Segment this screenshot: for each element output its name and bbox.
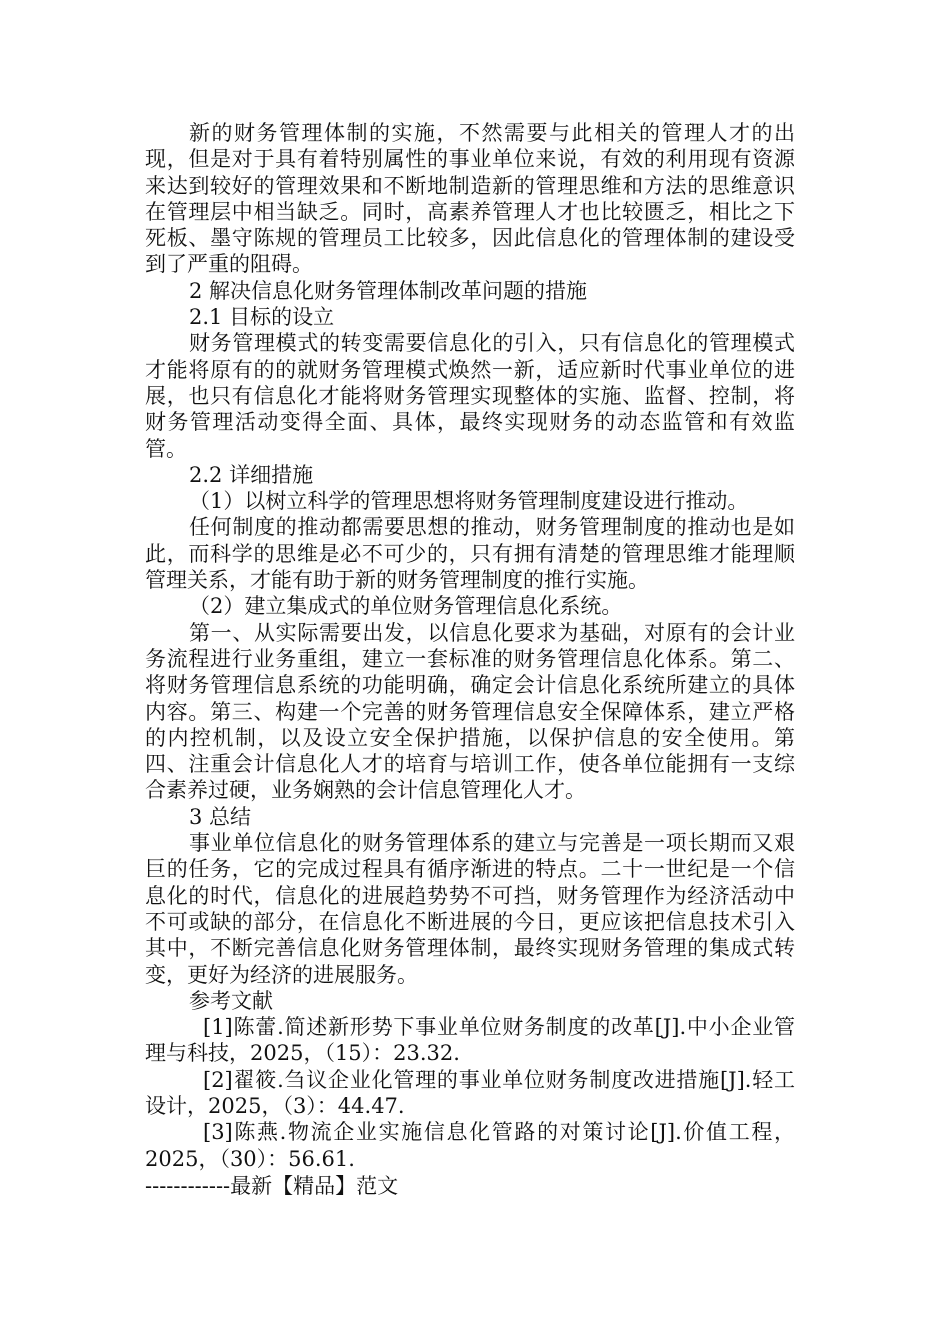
document-body	[145, 120, 795, 1172]
reference-item-2: [2]翟筱.刍议企业化管理的事业单位财务制度改进措施[J].轻工设计，2025，（3）：44.47.	[145, 1067, 795, 1118]
page-footer: ------------最新【精品】范文	[145, 1174, 399, 1198]
subsection-heading-2-1: 2.1 目标的设立	[189, 305, 335, 330]
paragraph-summary: 事业单位信息化的财务管理体系的建立与完善是一项长期而又艰巨的任务，它的完成过程具有循序渐进的特点。二十一世纪是一个信息化的时代，信息化的进展趋势势不可挡，财务管理作为经济活动中不可或缺的部分，在信息化不断进展的今日，更应该把信息技术引入其中，不断完善信息化财务管理体制，最终实现财务管理的集成式转变，更好为经济的进展服务。	[145, 831, 795, 987]
paragraph-talent-shortage: 新的财务管理体制的实施，不然需要与此相关的管理人才的出现，但是对于具有着特别属性的事业单位来说，有效的利用现有资源来达到较好的管理效果和不断地制造新的管理思维和方法的思维意识在管理层中相当缺乏。同时，高素养管理人才也比较匮乏，相比之下死板、墨守陈规的管理员工比较多，因此信息化的管理体制的建设受到了严重的阻碍。	[145, 121, 795, 277]
measure-item-1: （1）以树立科学的管理思想将财务管理制度建设进行推动。	[189, 489, 749, 514]
measure-item-2: （2）建立集成式的单位财务管理信息化系统。	[189, 594, 623, 619]
subsection-heading-2-2: 2.2 详细措施	[189, 462, 314, 487]
section-heading-2: 2 解决信息化财务管理体制改革问题的措施	[189, 278, 588, 303]
paragraph-measure-2: 第一、从实际需要出发，以信息化要求为基础，对原有的会计业务流程进行业务重组，建立一套标准的财务管理信息化体系。第二、将财务管理信息系统的功能明确，确定会计信息化系统所建立的具体内容。第三、构建一个完善的财务管理信息安全保障体系，建立严格的内控机制，以及设立安全保护措施，以保护信息的安全使用。第四、注重会计信息化人才的培育与培训工作，使各单位能拥有一支综合素养过硬，业务娴熟的会计信息管理化人才。	[145, 620, 795, 803]
reference-item-3: [3]陈燕.物流企业实施信息化管路的对策讨论[J].价值工程，2025，（30）：56.61.	[145, 1120, 795, 1171]
references-heading: 参考文献	[189, 988, 273, 1013]
section-heading-3: 3 总结	[189, 804, 252, 829]
paragraph-goal-setting: 财务管理模式的转变需要信息化的引入，只有信息化的管理模式才能将原有的的就财务管理模式焕然一新，适应新时代事业单位的进展，也只有信息化才能将财务管理实现整体的实施、监督、控制，将财务管理活动变得全面、具体，最终实现财务的动态监管和有效监管。	[145, 331, 795, 461]
paragraph-measure-1: 任何制度的推动都需要思想的推动，财务管理制度的推动也是如此，而科学的思维是必不可少的，只有拥有清楚的管理思维才能理顺管理关系，才能有助于新的财务管理制度的推行实施。	[145, 515, 795, 593]
reference-item-1: [1]陈蕾.简述新形势下事业单位财务制度的改革[J].中小企业管理与科技，2025，（15）：23.32.	[145, 1015, 795, 1066]
